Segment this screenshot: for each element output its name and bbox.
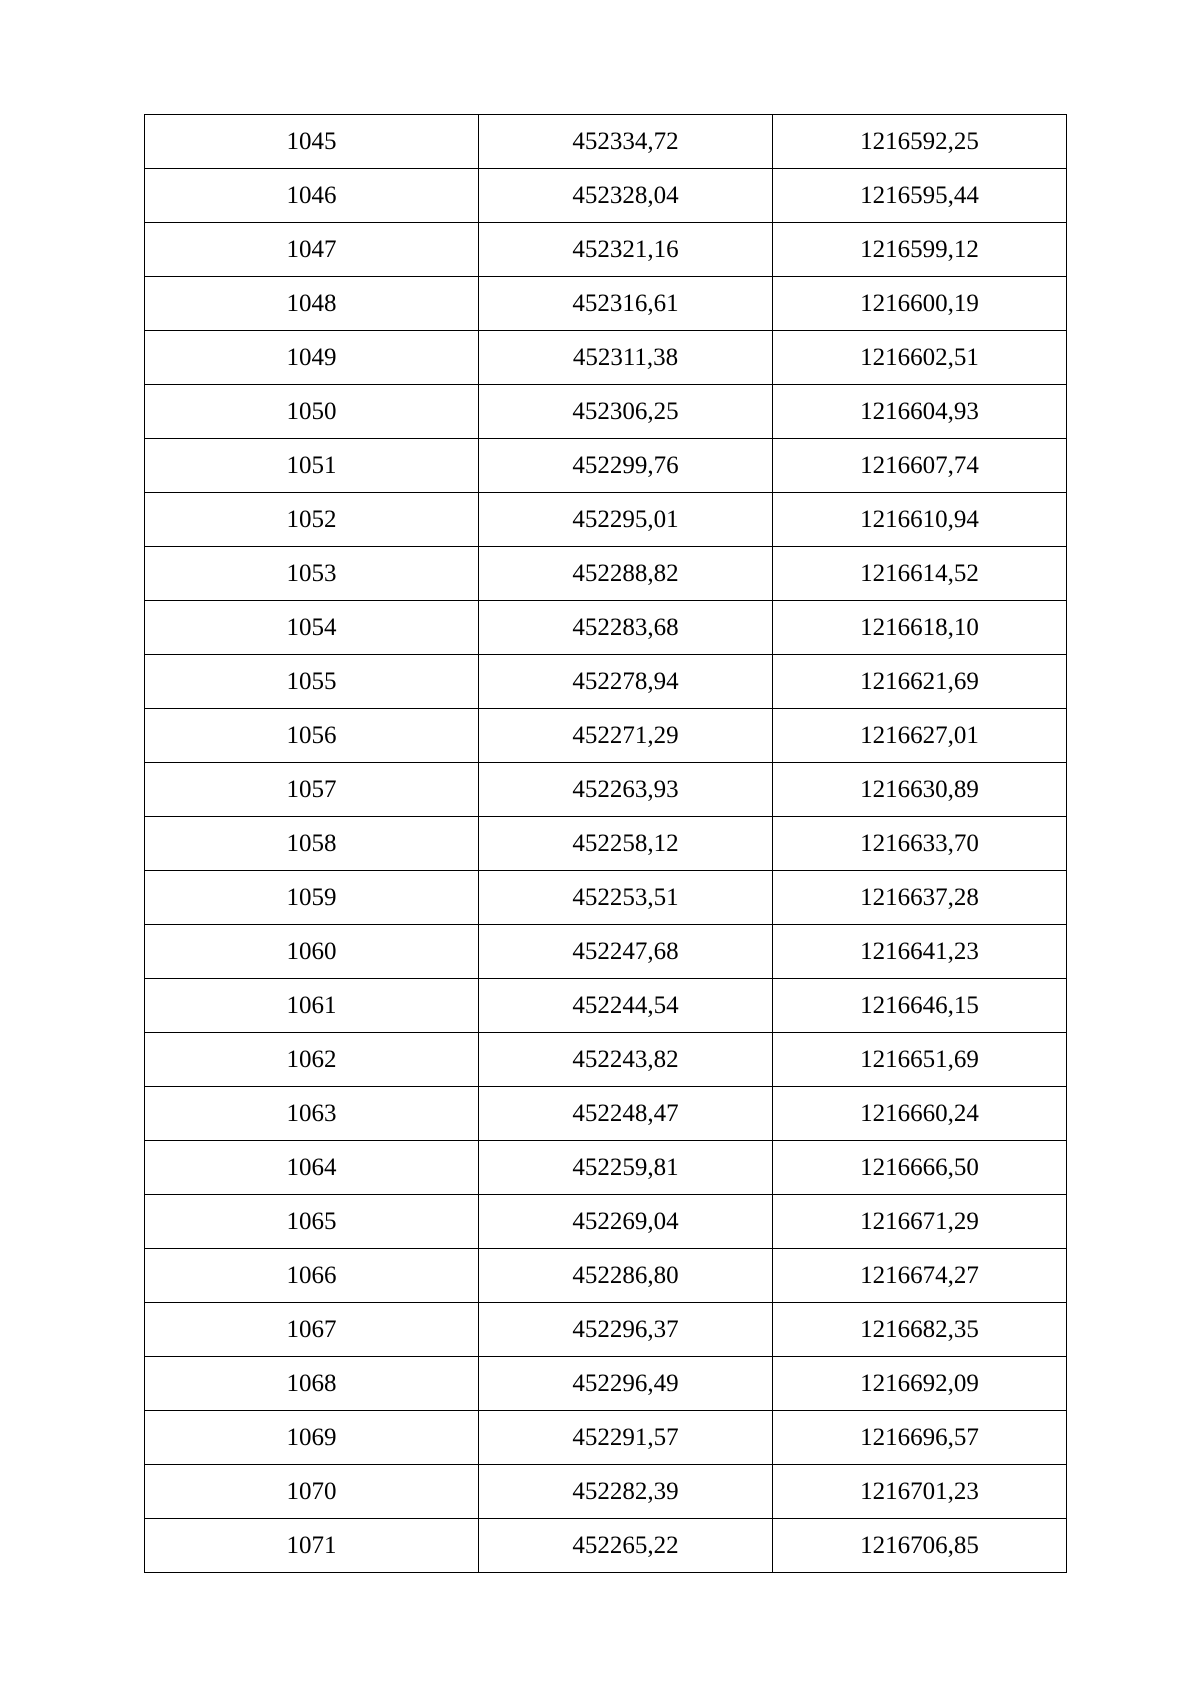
point-number-cell: 1057	[145, 763, 479, 817]
point-number-cell: 1060	[145, 925, 479, 979]
x-coordinate-cell: 452269,04	[479, 1195, 773, 1249]
point-number-cell: 1046	[145, 169, 479, 223]
table-row	[145, 709, 1067, 763]
y-coordinate-cell: 1216641,23	[773, 925, 1067, 979]
y-coordinate-cell: 1216630,89	[773, 763, 1067, 817]
table-row	[145, 655, 1067, 709]
x-coordinate-cell: 452295,01	[479, 493, 773, 547]
table-row	[145, 1141, 1067, 1195]
table-row	[145, 817, 1067, 871]
table-row	[145, 331, 1067, 385]
x-coordinate-cell: 452286,80	[479, 1249, 773, 1303]
y-coordinate-cell: 1216604,93	[773, 385, 1067, 439]
x-coordinate-cell: 452263,93	[479, 763, 773, 817]
point-number-cell: 1071	[145, 1519, 479, 1573]
point-number-cell: 1048	[145, 277, 479, 331]
table-row	[145, 223, 1067, 277]
x-coordinate-cell: 452283,68	[479, 601, 773, 655]
x-coordinate-cell: 452296,49	[479, 1357, 773, 1411]
table-row	[145, 1033, 1067, 1087]
table-row	[145, 115, 1067, 169]
point-number-cell: 1050	[145, 385, 479, 439]
x-coordinate-cell: 452259,81	[479, 1141, 773, 1195]
y-coordinate-cell: 1216637,28	[773, 871, 1067, 925]
x-coordinate-cell: 452278,94	[479, 655, 773, 709]
y-coordinate-cell: 1216701,23	[773, 1465, 1067, 1519]
x-coordinate-cell: 452311,38	[479, 331, 773, 385]
point-number-cell: 1064	[145, 1141, 479, 1195]
table-row	[145, 1411, 1067, 1465]
y-coordinate-cell: 1216696,57	[773, 1411, 1067, 1465]
y-coordinate-cell: 1216674,27	[773, 1249, 1067, 1303]
y-coordinate-cell: 1216610,94	[773, 493, 1067, 547]
y-coordinate-cell: 1216599,12	[773, 223, 1067, 277]
x-coordinate-cell: 452271,29	[479, 709, 773, 763]
x-coordinate-cell: 452248,47	[479, 1087, 773, 1141]
point-number-cell: 1067	[145, 1303, 479, 1357]
point-number-cell: 1049	[145, 331, 479, 385]
y-coordinate-cell: 1216660,24	[773, 1087, 1067, 1141]
y-coordinate-cell: 1216627,01	[773, 709, 1067, 763]
table-row	[145, 763, 1067, 817]
point-number-cell: 1063	[145, 1087, 479, 1141]
x-coordinate-cell: 452328,04	[479, 169, 773, 223]
table-row	[145, 1519, 1067, 1573]
x-coordinate-cell: 452291,57	[479, 1411, 773, 1465]
x-coordinate-cell: 452306,25	[479, 385, 773, 439]
y-coordinate-cell: 1216607,74	[773, 439, 1067, 493]
y-coordinate-cell: 1216646,15	[773, 979, 1067, 1033]
table-row	[145, 1465, 1067, 1519]
point-number-cell: 1052	[145, 493, 479, 547]
table-row	[145, 925, 1067, 979]
x-coordinate-cell: 452243,82	[479, 1033, 773, 1087]
y-coordinate-cell: 1216671,29	[773, 1195, 1067, 1249]
x-coordinate-cell: 452258,12	[479, 817, 773, 871]
table-row	[145, 439, 1067, 493]
x-coordinate-cell: 452253,51	[479, 871, 773, 925]
y-coordinate-cell: 1216666,50	[773, 1141, 1067, 1195]
point-number-cell: 1047	[145, 223, 479, 277]
point-number-cell: 1056	[145, 709, 479, 763]
table-row	[145, 871, 1067, 925]
x-coordinate-cell: 452334,72	[479, 115, 773, 169]
table-row	[145, 1195, 1067, 1249]
point-number-cell: 1068	[145, 1357, 479, 1411]
coordinates-table	[144, 114, 1067, 1573]
y-coordinate-cell: 1216600,19	[773, 277, 1067, 331]
table-row	[145, 1249, 1067, 1303]
y-coordinate-cell: 1216651,69	[773, 1033, 1067, 1087]
x-coordinate-cell: 452299,76	[479, 439, 773, 493]
x-coordinate-cell: 452282,39	[479, 1465, 773, 1519]
point-number-cell: 1069	[145, 1411, 479, 1465]
table-row	[145, 169, 1067, 223]
table-row	[145, 385, 1067, 439]
table-row	[145, 277, 1067, 331]
y-coordinate-cell: 1216633,70	[773, 817, 1067, 871]
y-coordinate-cell: 1216621,69	[773, 655, 1067, 709]
point-number-cell: 1054	[145, 601, 479, 655]
x-coordinate-cell: 452296,37	[479, 1303, 773, 1357]
x-coordinate-cell: 452265,22	[479, 1519, 773, 1573]
table-row	[145, 1087, 1067, 1141]
x-coordinate-cell: 452244,54	[479, 979, 773, 1033]
y-coordinate-cell: 1216595,44	[773, 169, 1067, 223]
table-row	[145, 547, 1067, 601]
y-coordinate-cell: 1216692,09	[773, 1357, 1067, 1411]
point-number-cell: 1066	[145, 1249, 479, 1303]
point-number-cell: 1045	[145, 115, 479, 169]
table-row	[145, 979, 1067, 1033]
point-number-cell: 1070	[145, 1465, 479, 1519]
point-number-cell: 1058	[145, 817, 479, 871]
y-coordinate-cell: 1216682,35	[773, 1303, 1067, 1357]
point-number-cell: 1059	[145, 871, 479, 925]
table-row	[145, 1357, 1067, 1411]
coordinates-table-body	[145, 115, 1067, 1573]
point-number-cell: 1065	[145, 1195, 479, 1249]
x-coordinate-cell: 452316,61	[479, 277, 773, 331]
table-row	[145, 601, 1067, 655]
x-coordinate-cell: 452288,82	[479, 547, 773, 601]
x-coordinate-cell: 452247,68	[479, 925, 773, 979]
y-coordinate-cell: 1216592,25	[773, 115, 1067, 169]
point-number-cell: 1051	[145, 439, 479, 493]
x-coordinate-cell: 452321,16	[479, 223, 773, 277]
y-coordinate-cell: 1216618,10	[773, 601, 1067, 655]
y-coordinate-cell: 1216614,52	[773, 547, 1067, 601]
y-coordinate-cell: 1216706,85	[773, 1519, 1067, 1573]
y-coordinate-cell: 1216602,51	[773, 331, 1067, 385]
table-row	[145, 1303, 1067, 1357]
point-number-cell: 1061	[145, 979, 479, 1033]
point-number-cell: 1055	[145, 655, 479, 709]
point-number-cell: 1053	[145, 547, 479, 601]
table-row	[145, 493, 1067, 547]
point-number-cell: 1062	[145, 1033, 479, 1087]
